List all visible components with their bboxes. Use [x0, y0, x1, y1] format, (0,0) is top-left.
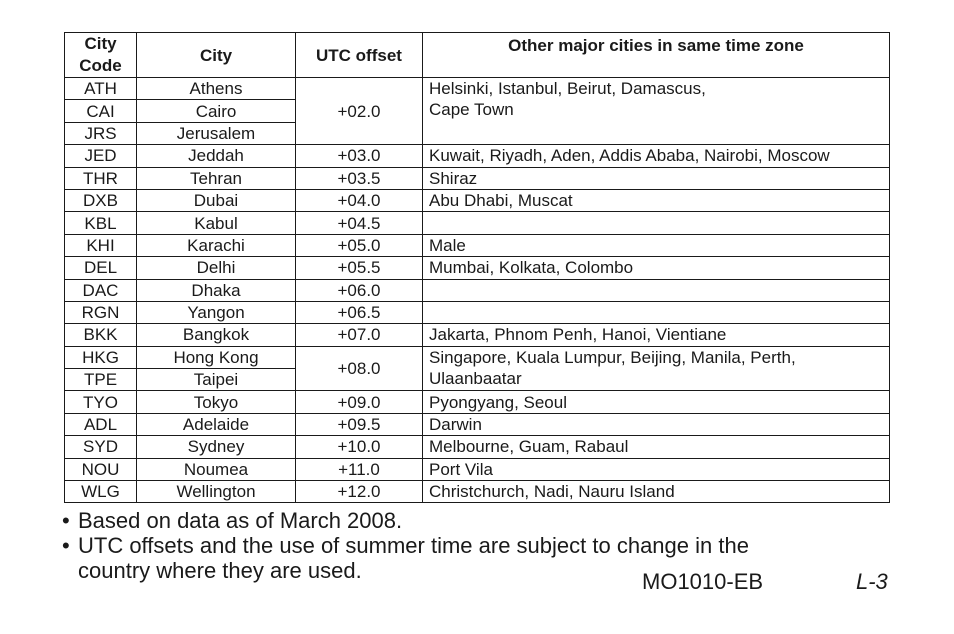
other-cities-cell: Shiraz	[423, 167, 890, 189]
utc-offset-cell: +05.0	[296, 234, 423, 256]
table-row	[65, 413, 890, 435]
city-code-cell: RGN	[65, 301, 137, 323]
table-row	[65, 391, 890, 413]
city-name-cell: Karachi	[137, 234, 296, 256]
city-name-cell: Dhaka	[137, 279, 296, 301]
utc-offset-cell: +07.0	[296, 324, 423, 346]
other-cities-cell: Kuwait, Riyadh, Aden, Addis Ababa, Nairobi, Moscow	[423, 145, 890, 167]
other-cities-cell	[423, 279, 890, 301]
bullet-icon: •	[62, 533, 70, 558]
city-name-cell: Sydney	[137, 436, 296, 458]
header-city-code	[65, 33, 137, 78]
utc-offset-cell: +04.5	[296, 212, 423, 234]
utc-offset-cell: +04.0	[296, 189, 423, 211]
other-cities-cell: Christchurch, Nadi, Nauru Island	[423, 481, 890, 503]
city-name-cell: Adelaide	[137, 413, 296, 435]
header-other-cities: Other major cities in same time zone	[423, 33, 890, 78]
table-body	[65, 78, 890, 503]
city-name-cell: Hong Kong	[137, 346, 296, 368]
utc-offset-cell: +09.0	[296, 391, 423, 413]
city-name-cell: Noumea	[137, 458, 296, 480]
utc-offset-cell: +05.5	[296, 257, 423, 279]
utc-offset-cell: +11.0	[296, 458, 423, 480]
header-city-code-text: City Code	[79, 34, 122, 75]
table-row	[65, 234, 890, 256]
table-header-row	[65, 33, 890, 78]
city-code-cell: SYD	[65, 436, 137, 458]
utc-offset-cell: +03.0	[296, 145, 423, 167]
other-cities-cell: Darwin	[423, 413, 890, 435]
city-code-cell: THR	[65, 167, 137, 189]
other-cities-cell: Male	[423, 234, 890, 256]
city-code-cell: ATH	[65, 78, 137, 100]
city-name-cell: Tehran	[137, 167, 296, 189]
utc-offset-cell: +06.5	[296, 301, 423, 323]
table-row	[65, 481, 890, 503]
page-number: L-3	[856, 569, 888, 594]
other-cities-cell	[423, 301, 890, 323]
city-name-cell: Jeddah	[137, 145, 296, 167]
table-row	[65, 257, 890, 279]
note-text: UTC offsets and the use of summer time are subject to change in the country where they are used.	[78, 533, 749, 583]
header-city: City	[137, 33, 296, 78]
city-name-cell: Delhi	[137, 257, 296, 279]
city-code-cell: KBL	[65, 212, 137, 234]
city-code-cell: ADL	[65, 413, 137, 435]
city-code-cell: DEL	[65, 257, 137, 279]
city-code-cell: CAI	[65, 100, 137, 122]
city-name-cell: Yangon	[137, 301, 296, 323]
table-row	[65, 458, 890, 480]
table-row	[65, 279, 890, 301]
city-name-cell: Cairo	[137, 100, 296, 122]
other-cities-cell: Abu Dhabi, Muscat	[423, 189, 890, 211]
city-name-cell: Kabul	[137, 212, 296, 234]
city-name-cell: Jerusalem	[137, 122, 296, 144]
other-cities-cell	[423, 212, 890, 234]
table-row	[65, 324, 890, 346]
header-utc-offset: UTC offset	[296, 33, 423, 78]
city-code-cell: TPE	[65, 369, 137, 391]
table-row	[65, 145, 890, 167]
utc-offset-cell: +09.5	[296, 413, 423, 435]
table-row	[65, 212, 890, 234]
other-cities-cell: Helsinki, Istanbul, Beirut, Damascus, Cape Town	[423, 78, 890, 145]
model-code: MO1010-EB	[642, 569, 764, 594]
other-cities-cell: Mumbai, Kolkata, Colombo	[423, 257, 890, 279]
city-name-cell: Taipei	[137, 369, 296, 391]
city-code-cell: DAC	[65, 279, 137, 301]
city-name-cell: Bangkok	[137, 324, 296, 346]
city-name-cell: Wellington	[137, 481, 296, 503]
city-code-cell: DXB	[65, 189, 137, 211]
time-zone-table	[64, 32, 890, 503]
city-code-cell: JED	[65, 145, 137, 167]
utc-offset-cell: +10.0	[296, 436, 423, 458]
table-row	[65, 346, 890, 368]
utc-offset-cell: +06.0	[296, 279, 423, 301]
utc-offset-cell: +03.5	[296, 167, 423, 189]
table-row	[65, 436, 890, 458]
table-row	[65, 167, 890, 189]
other-cities-cell: Singapore, Kuala Lumpur, Beijing, Manila, Perth, Ulaanbaatar	[423, 346, 890, 391]
note-text: Based on data as of March 2008.	[78, 508, 403, 533]
utc-offset-cell: +02.0	[296, 78, 423, 145]
bullet-icon: •	[62, 508, 70, 533]
city-name-cell: Athens	[137, 78, 296, 100]
city-code-cell: HKG	[65, 346, 137, 368]
city-code-cell: BKK	[65, 324, 137, 346]
other-cities-cell: Port Vila	[423, 458, 890, 480]
city-code-cell: TYO	[65, 391, 137, 413]
city-code-cell: KHI	[65, 234, 137, 256]
city-code-cell: JRS	[65, 122, 137, 144]
utc-offset-cell: +12.0	[296, 481, 423, 503]
table-row	[65, 78, 890, 100]
city-name-cell: Tokyo	[137, 391, 296, 413]
city-name-cell: Dubai	[137, 189, 296, 211]
other-cities-cell: Pyongyang, Seoul	[423, 391, 890, 413]
city-code-cell: WLG	[65, 481, 137, 503]
utc-offset-cell: +08.0	[296, 346, 423, 391]
city-code-cell: NOU	[65, 458, 137, 480]
other-cities-cell: Jakarta, Phnom Penh, Hanoi, Vientiane	[423, 324, 890, 346]
note-item	[62, 508, 749, 533]
table-row	[65, 301, 890, 323]
table-row	[65, 189, 890, 211]
other-cities-cell: Melbourne, Guam, Rabaul	[423, 436, 890, 458]
